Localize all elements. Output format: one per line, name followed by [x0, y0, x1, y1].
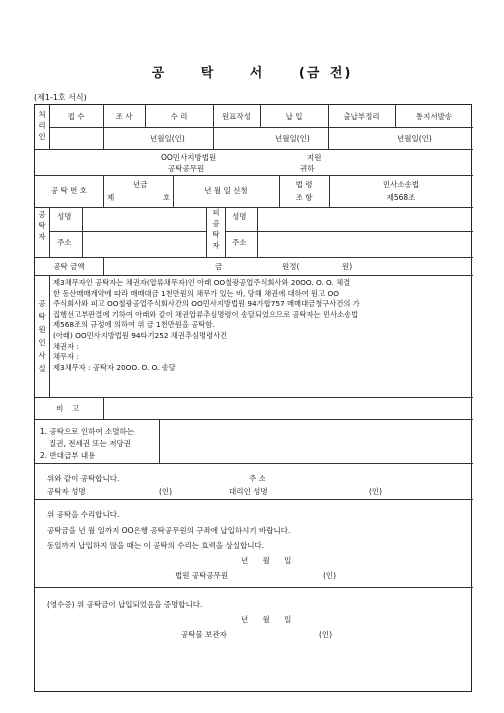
- acceptance-line: 동일까지 납입하지 않을 때는 이 공탁의 수리는 효력을 상실합니다.: [47, 541, 265, 550]
- signature-address-label: 주 소: [249, 474, 266, 483]
- cause-label: 공 탁 원 인 사 실: [38, 299, 46, 373]
- processor-label: 처 리 인: [38, 110, 46, 141]
- amount-unit: 원): [342, 262, 353, 271]
- page-title: [0, 62, 504, 81]
- signature-depositor-label: 공탁자 성명: [47, 487, 86, 496]
- step-notice: 통지서발송: [415, 112, 453, 121]
- date-field: 년월일(인): [275, 134, 310, 143]
- title-part: (금: [298, 66, 322, 81]
- deposited-label: 피 공 탁 자: [212, 208, 220, 250]
- deposit-no-label: 공 탁 번 호: [50, 186, 88, 195]
- note-label: 비 고: [56, 404, 82, 413]
- cause-text: 제3채무자인 공탁자는 채권자(압류채무자)인 아래 OO철광공업주식회사와 20OO. O. O. 체결 한 동산매매계약에 따라 매매대금 1천만원의 채무가 있는 바, 당해 채권에 대하여 원고 OO 주식회사와 피고 OO철광공업주식회사간의 OO민사지방법원 94가합757 매매대금청구사건의 가 집행선고부판결에 기하여 아래와 같이 채권압류추심명령이 송달되었으므로 공탁자는 민사소송법 제568조의 규정에 의하여 위 금 1천만원을 공탁함. (아래) OO민사지방법원 94타기252 채권추심명령사건 채권자 : 채무자 : 제3채무자 : 공탁자 20OO. O. O. 송달: [53, 278, 360, 372]
- acceptance-seal: (인): [323, 571, 337, 580]
- form-number: (제1-1호 서식): [34, 93, 87, 102]
- deposit-year-label: 년금: [133, 180, 148, 189]
- signature-seal: (인): [159, 487, 173, 496]
- deposited-name-label: 성명: [232, 212, 247, 221]
- step-account: 출납부정리: [343, 112, 380, 121]
- receipt-keeper: 공탁물 보관자: [181, 630, 227, 639]
- step-acceptance: 수 리: [170, 112, 188, 121]
- law-article: 제568조: [386, 193, 416, 202]
- step-receipt: 접 수: [67, 112, 85, 121]
- signature-agent-label: 대리인 성명: [229, 487, 268, 496]
- receipt-seal: (인): [319, 630, 333, 639]
- depositor-address-label: 주소: [57, 238, 72, 247]
- title-part: 탁: [200, 66, 216, 81]
- depositor-name-label: 성명: [57, 212, 72, 221]
- depositor-label: 공 탁 자: [38, 210, 46, 241]
- acceptance-line: 공탁금을 년 월 일까지 OO은행 공탁공무원의 구좌에 납입하시기 바랍니다.: [47, 526, 291, 535]
- deposit-no-suffix: 호: [163, 193, 171, 202]
- law-article-label: 조 항: [295, 193, 313, 202]
- law-label: 법 령: [295, 180, 313, 189]
- title-part: 전): [329, 66, 353, 81]
- signature-seal: (인): [369, 487, 383, 496]
- date-field: 년월일(인): [150, 134, 185, 143]
- deposit-date-label: 년 월 일 신청: [204, 186, 248, 195]
- receipt-date: 년 월 일: [241, 615, 292, 624]
- deposited-address-label: 주소: [232, 238, 247, 247]
- acceptance-officer: 법원 공탁공무원: [175, 571, 229, 580]
- extinction-items: 1. 공탁으로 인하여 소멸하는 질권, 전세권 또는 저당권 2. 반대급부 내용: [40, 427, 135, 460]
- court-addressee: 귀하: [300, 164, 315, 173]
- deposit-form: [34, 104, 472, 692]
- title-part: 공: [151, 66, 167, 81]
- step-ledger: 원표작성: [222, 112, 251, 121]
- amount-unit: 원정(: [282, 262, 300, 271]
- step-investigation: 조 사: [115, 112, 133, 121]
- law-name: 민사소송법: [382, 180, 420, 189]
- court-officer: 공탁공무원: [168, 164, 205, 173]
- title-part: 서: [249, 66, 265, 81]
- court-branch: 지원: [307, 153, 322, 162]
- acceptance-date: 년 월 일: [241, 556, 292, 565]
- court-name: OO민사지방법원: [161, 153, 217, 162]
- signature-statement: 위와 같이 공탁합니다.: [47, 474, 120, 483]
- step-payment: 납 입: [285, 112, 303, 121]
- amount-unit: 금: [215, 262, 223, 271]
- date-field: 년월일(인): [397, 134, 432, 143]
- receipt-line: (영수증) 위 공탁금이 납입되었음을 증명합니다.: [47, 600, 203, 609]
- deposit-no-prefix: 제: [107, 193, 115, 202]
- amount-label: 공탁 금액: [53, 262, 85, 271]
- acceptance-line: 위 공탁을 수리합니다.: [47, 510, 120, 519]
